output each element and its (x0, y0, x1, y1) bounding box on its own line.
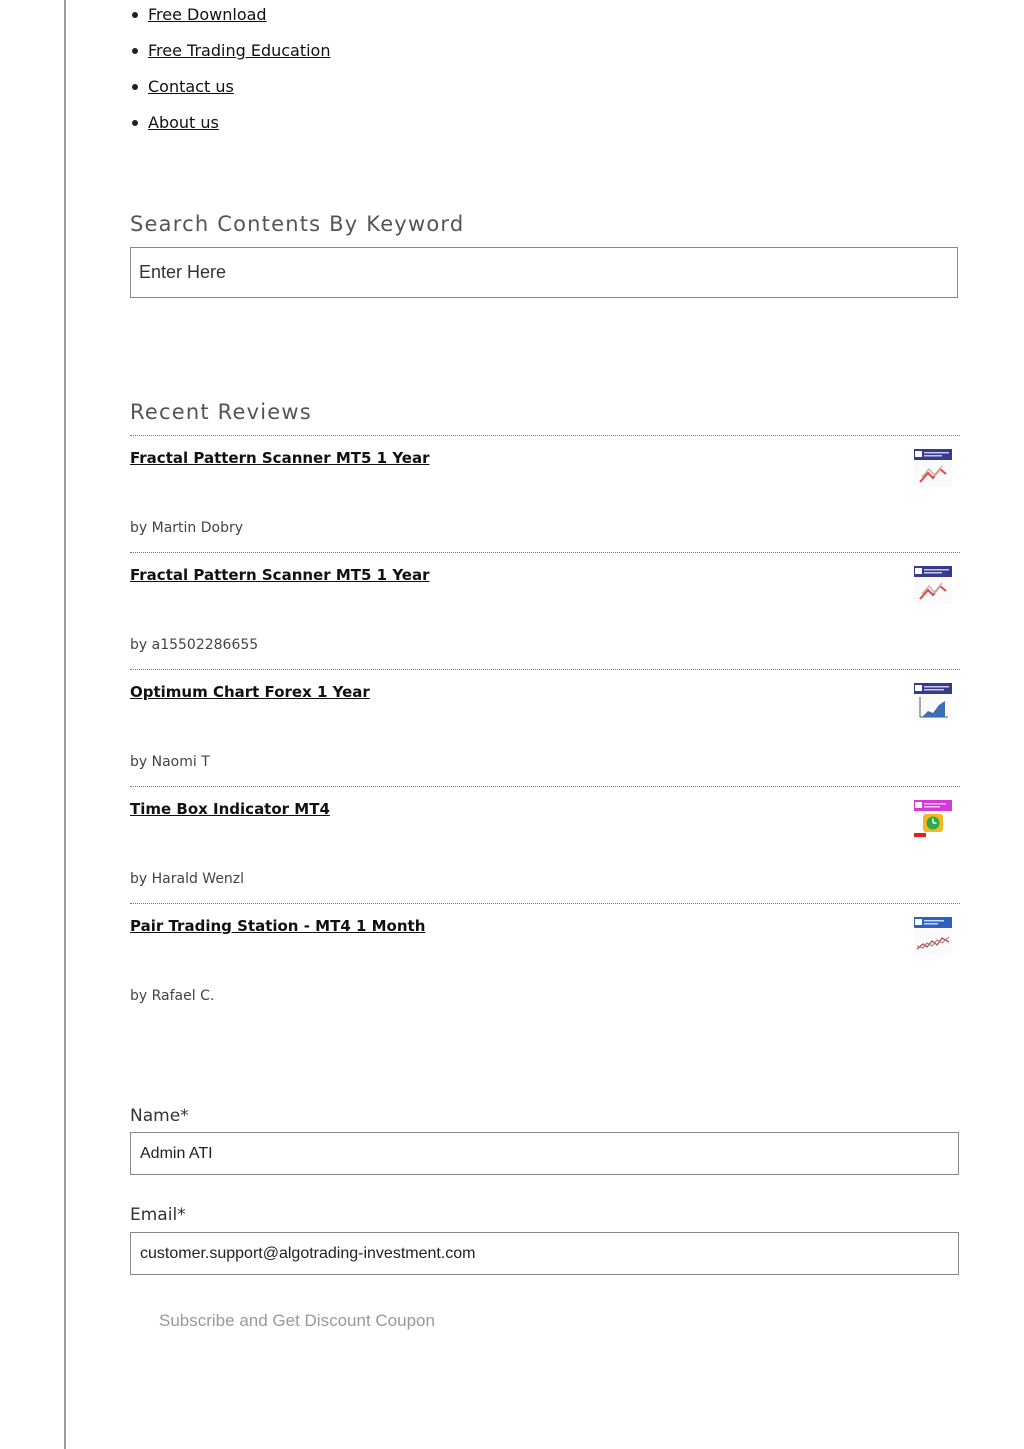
review-product-link[interactable]: Fractal Pattern Scanner MT5 1 Year (130, 566, 430, 584)
subscribe-button[interactable]: Subscribe and Get Discount Coupon (159, 1311, 435, 1330)
name-label: Name* (130, 1106, 189, 1126)
review-product-link[interactable]: Optimum Chart Forex 1 Year (130, 683, 370, 701)
link-about-us[interactable] (130, 112, 330, 148)
search-input[interactable] (130, 247, 958, 298)
email-label: Email* (130, 1205, 186, 1225)
time-box-indicator-icon[interactable] (914, 800, 952, 838)
review-product-link[interactable]: Pair Trading Station - MT4 1 Month (130, 917, 426, 935)
review-author: by Rafael C. (130, 988, 215, 1004)
left-border-line (64, 0, 66, 1449)
bullet (132, 12, 138, 18)
bullet (132, 84, 138, 90)
search-heading: Search Contents By Keyword (130, 212, 465, 236)
review-item (130, 786, 960, 903)
review-author: by Harald Wenzl (130, 871, 245, 887)
bullet (132, 120, 138, 126)
review-item (130, 669, 960, 786)
review-product-link[interactable]: Fractal Pattern Scanner MT5 1 Year (130, 449, 430, 467)
footer-links (130, 4, 330, 148)
name-field[interactable] (130, 1132, 959, 1175)
email-field[interactable] (130, 1232, 959, 1275)
fractal-pattern-scanner-icon[interactable] (914, 566, 952, 604)
recent-reviews-heading: Recent Reviews (130, 400, 312, 424)
link-free-trading-education[interactable] (130, 40, 330, 76)
link-text[interactable]: Free Trading Education (148, 41, 331, 60)
bullet (132, 48, 138, 54)
review-item (130, 903, 960, 1020)
review-product-link[interactable]: Time Box Indicator MT4 (130, 800, 330, 818)
review-item (130, 552, 960, 669)
link-free-download[interactable] (130, 4, 330, 40)
link-contact-us[interactable] (130, 76, 330, 112)
review-author: by Martin Dobry (130, 520, 244, 536)
review-item (130, 435, 960, 552)
link-text[interactable]: About us (148, 113, 219, 132)
optimum-chart-icon[interactable] (914, 683, 952, 721)
review-author: by Naomi T (130, 754, 210, 770)
review-author: by a15502286655 (130, 637, 259, 653)
link-text[interactable]: Free Download (148, 5, 267, 24)
pair-trading-station-icon[interactable] (914, 917, 952, 955)
recent-reviews-list (130, 435, 960, 1020)
fractal-pattern-scanner-icon[interactable] (914, 449, 952, 487)
link-text[interactable]: Contact us (148, 77, 234, 96)
